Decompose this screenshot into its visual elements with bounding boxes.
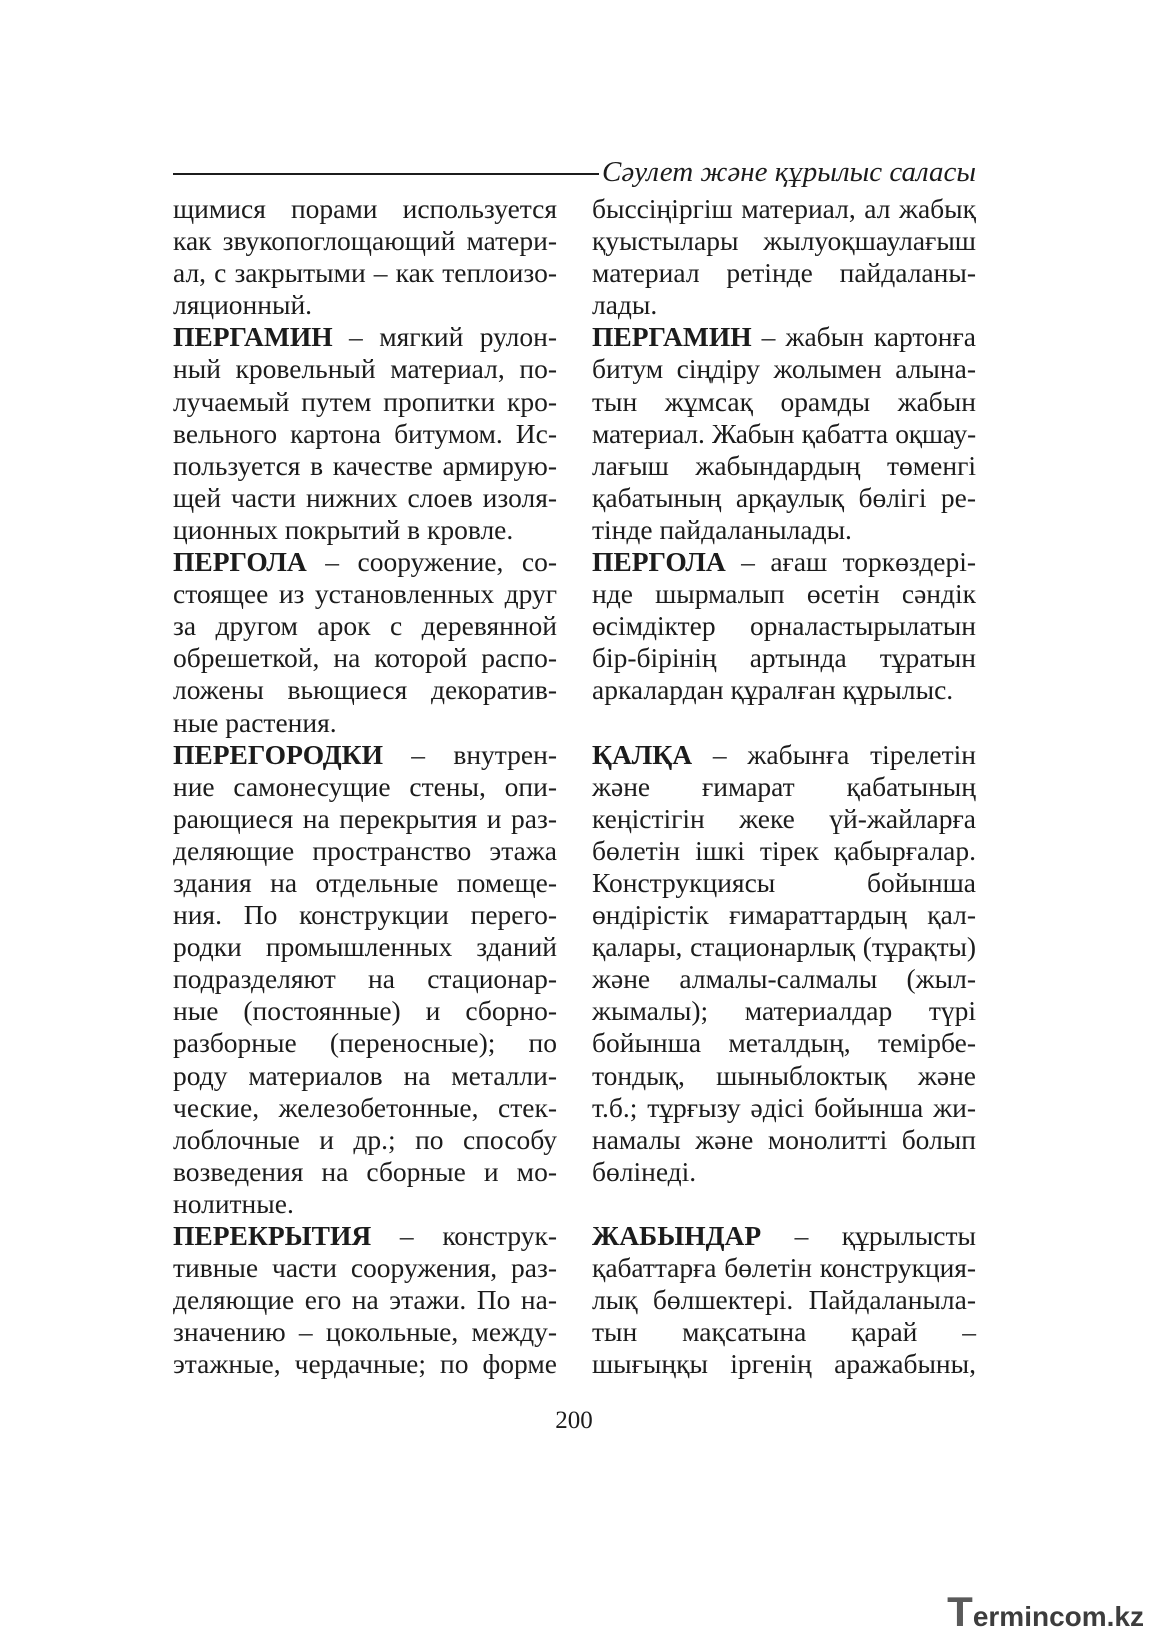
text-line: [592, 482, 976, 514]
russian-entry: [173, 546, 557, 739]
entry-term: ПЕРГАМИН: [173, 321, 333, 353]
line-text: обрешеткой, на которой распо-: [173, 642, 557, 674]
line-text: ционных покрытий в кровле.: [173, 513, 514, 545]
text-line: [592, 803, 976, 835]
text-line: [173, 674, 557, 706]
text-line: [592, 1060, 976, 1092]
line-text: деляющие пространство этажа: [173, 834, 557, 866]
line-text: бойынша металдың, темірбе-: [592, 1027, 976, 1059]
line-text: нолитные.: [173, 1187, 294, 1219]
line-text: нде шырмалып өсетін сәндік: [592, 578, 976, 610]
entry-term: ЖАБЫНДАР: [592, 1220, 762, 1251]
line-text: значению – цокольные, между-: [173, 1316, 557, 1348]
text-line: [592, 1348, 976, 1380]
text-line: [592, 1284, 976, 1316]
line-text: аркалардан құралған құрылыс.: [592, 674, 954, 706]
line-text: как звукопоглощающий матери-: [173, 225, 557, 257]
text-line: [173, 899, 557, 931]
line-text: ал, с закрытыми – как теплоизо-: [173, 257, 557, 289]
line-text: кеңістігін жеке үй-жайларға: [592, 802, 976, 834]
line-text: вельного картона битумом. Ис-: [173, 417, 557, 449]
line-text: өсімдіктер орналастырылатын: [592, 610, 976, 642]
line-text: қабаттарға бөлетін конструкция-: [592, 1252, 976, 1284]
entry-row: [173, 1220, 976, 1380]
entry-term: ПЕРГОЛА: [592, 546, 726, 578]
text-line: [592, 771, 976, 803]
line-text: және ғимарат қабатының: [592, 770, 976, 802]
line-text: щей части нижних слоев изоля-: [173, 481, 557, 513]
text-line: [592, 546, 976, 578]
text-line: [173, 1060, 557, 1092]
line-text: быссіңіргіш материал, ал жабық: [592, 193, 976, 224]
text-line: [173, 418, 557, 450]
text-line: [173, 1124, 557, 1156]
line-text: ческие, железобетонные, стек-: [173, 1091, 557, 1123]
line-text: шығыңқы іргенің аражабыны,: [592, 1348, 976, 1380]
text-line: [592, 450, 976, 482]
line-text: родки промышленных зданий: [173, 931, 557, 963]
line-text: – сооружение, со-: [325, 546, 558, 578]
line-text: роду материалов на металли-: [173, 1059, 557, 1091]
line-text: лоблочные и др.; по способу: [173, 1123, 557, 1155]
text-line: [592, 835, 976, 867]
text-line: [592, 289, 976, 321]
text-line: [173, 193, 557, 225]
line-text: бөлетін ішкі тірек қабырғалар.: [592, 834, 976, 866]
text-line: [173, 610, 557, 642]
text-line: [173, 835, 557, 867]
text-line: [592, 899, 976, 931]
watermark-logo: Termincom.kz: [947, 1588, 1144, 1635]
text-line: [173, 1188, 557, 1220]
line-text: өндірістік ғимараттардың қал-: [592, 899, 976, 931]
line-text: лады.: [592, 289, 658, 321]
line-text: возведения на сборные и мо-: [173, 1155, 557, 1187]
text-line: [592, 1220, 976, 1252]
text-line: [592, 514, 976, 546]
line-text: лучаемый путем пропитки кро-: [173, 385, 557, 417]
line-text: – внутрен-: [411, 738, 557, 770]
text-line: [173, 1027, 557, 1059]
line-text: бір-бірінің артында тұратын: [592, 642, 976, 674]
text-body: [173, 193, 976, 1380]
line-text: здания на отдельные помеще-: [173, 866, 557, 898]
text-line: [592, 353, 976, 385]
line-text: – конструк-: [399, 1220, 557, 1251]
text-line: [592, 321, 976, 353]
text-line: [173, 289, 557, 321]
text-line: [592, 1027, 976, 1059]
text-line: [173, 707, 557, 739]
line-text: қалары, стационарлық (тұрақты): [592, 931, 976, 963]
line-text: тінде пайдаланылады.: [592, 513, 852, 545]
russian-entry: [173, 321, 557, 546]
text-line: [592, 578, 976, 610]
entry-term: ПЕРЕКРЫТИЯ: [173, 1220, 372, 1251]
line-text: за другом арок с деревянной: [173, 610, 557, 642]
text-line: [592, 257, 976, 289]
text-line: [173, 225, 557, 257]
line-text: тын жұмсақ орамды жабын: [592, 385, 976, 417]
text-line: [173, 321, 557, 353]
line-text: т.б.; тұрғызу әдісі бойынша жи-: [592, 1091, 976, 1123]
text-line: [173, 353, 557, 385]
text-line: [173, 963, 557, 995]
line-text: тын мақсатына қарай –: [592, 1316, 976, 1348]
text-line: [173, 578, 557, 610]
text-line: [173, 1284, 557, 1316]
line-text: Конструкциясы бойынша: [592, 866, 976, 898]
entry-row: [173, 321, 976, 546]
russian-entry: [173, 739, 557, 1220]
line-text: ляционный.: [173, 289, 313, 321]
text-line: [173, 546, 557, 578]
text-line: [173, 1348, 557, 1380]
kazakh-entry: [592, 193, 976, 321]
line-text: – құрылысты: [794, 1220, 976, 1251]
entry-term: ПЕРГАМИН: [592, 321, 752, 353]
text-line: [173, 1220, 557, 1252]
line-text: этажные, чердачные; по форме: [173, 1348, 557, 1380]
kazakh-entry: [592, 739, 976, 1188]
text-line: [173, 482, 557, 514]
line-text: подразделяют на стационар-: [173, 963, 557, 995]
text-line: [592, 995, 976, 1027]
text-line: [592, 739, 976, 771]
text-line: [592, 963, 976, 995]
text-line: [173, 257, 557, 289]
entry-row: [173, 739, 976, 1220]
entry-term: ҚАЛҚА: [592, 738, 693, 770]
kazakh-entry: [592, 321, 976, 546]
line-text: ный кровельный материал, по-: [173, 353, 557, 385]
entry-row: [173, 193, 976, 321]
text-line: [173, 514, 557, 546]
line-text: қабатының арқаулық бөлігі ре-: [592, 481, 976, 513]
text-line: [173, 739, 557, 771]
line-text: ние самонесущие стены, опи-: [173, 770, 557, 802]
entry-term: ПЕРГОЛА: [173, 546, 307, 578]
text-line: [592, 418, 976, 450]
line-text: ные (постоянные) и сборно-: [173, 995, 557, 1027]
line-text: – жабын картонға: [761, 321, 976, 353]
running-header: [173, 156, 976, 188]
text-line: [173, 771, 557, 803]
line-text: – мягкий рулон-: [349, 321, 558, 353]
line-text: пользуется в качестве армирую-: [173, 449, 557, 481]
line-text: тивные части сооружения, раз-: [173, 1252, 557, 1284]
russian-entry: [173, 193, 557, 321]
text-line: [592, 931, 976, 963]
russian-entry: [173, 1220, 557, 1380]
line-text: битум сіңдіру жолымен алына-: [592, 353, 976, 385]
line-text: – ағаш торкөздері-: [741, 546, 977, 578]
entry-row: [173, 546, 976, 739]
line-text: стоящее из установленных друг: [173, 578, 557, 610]
entry-term: ПЕРЕГОРОДКИ: [173, 738, 383, 770]
line-text: разборные (переносные); по: [173, 1027, 557, 1059]
running-head-title: Сәулет және құрылыс саласы: [602, 156, 976, 188]
line-text: намалы және монолитті болып: [592, 1123, 976, 1155]
line-text: лық бөлшектері. Пайдаланыла-: [592, 1284, 976, 1316]
kazakh-entry: [592, 546, 976, 706]
text-line: [592, 225, 976, 257]
kazakh-entry: [592, 1220, 976, 1380]
line-text: лағыш жабындардың төменгі: [592, 449, 976, 481]
text-line: [592, 193, 976, 225]
line-text: бөлінеді.: [592, 1155, 697, 1187]
line-text: щимися порами используется: [173, 193, 557, 224]
text-line: [173, 1156, 557, 1188]
text-line: [173, 450, 557, 482]
text-line: [173, 1092, 557, 1124]
text-line: [173, 386, 557, 418]
line-text: деляющие его на этажи. По на-: [173, 1284, 557, 1316]
text-line: [592, 1124, 976, 1156]
line-text: және алмалы-салмалы (жыл-: [592, 963, 976, 995]
text-line: [592, 1156, 976, 1188]
text-line: [592, 867, 976, 899]
text-line: [173, 1252, 557, 1284]
text-line: [592, 386, 976, 418]
text-line: [173, 867, 557, 899]
text-line: [173, 642, 557, 674]
text-line: [592, 642, 976, 674]
line-text: жымалы); материалдар түрі: [592, 995, 976, 1027]
line-text: – жабынға тірелетін: [712, 738, 977, 770]
text-line: [173, 931, 557, 963]
text-line: [173, 1316, 557, 1348]
header-rule: [173, 173, 599, 175]
text-line: [592, 1092, 976, 1124]
line-text: рающиеся на перекрытия и раз-: [173, 802, 557, 834]
line-text: ные растения.: [173, 706, 337, 738]
line-text: ложены вьющиеся декоратив-: [173, 674, 557, 706]
text-line: [592, 1252, 976, 1284]
text-line: [592, 1316, 976, 1348]
line-text: ния. По конструкции перего-: [173, 899, 557, 931]
text-line: [173, 803, 557, 835]
line-text: қуыстылары жылуоқшаулағыш: [592, 225, 976, 257]
text-line: [592, 610, 976, 642]
text-line: [592, 674, 976, 706]
text-line: [173, 995, 557, 1027]
line-text: материал ретінде пайдаланы-: [592, 257, 976, 289]
line-text: тондық, шыныблоктық және: [592, 1059, 976, 1091]
line-text: материал. Жабын қабатта оқшау-: [592, 417, 976, 449]
page-number: 200: [555, 1407, 593, 1434]
